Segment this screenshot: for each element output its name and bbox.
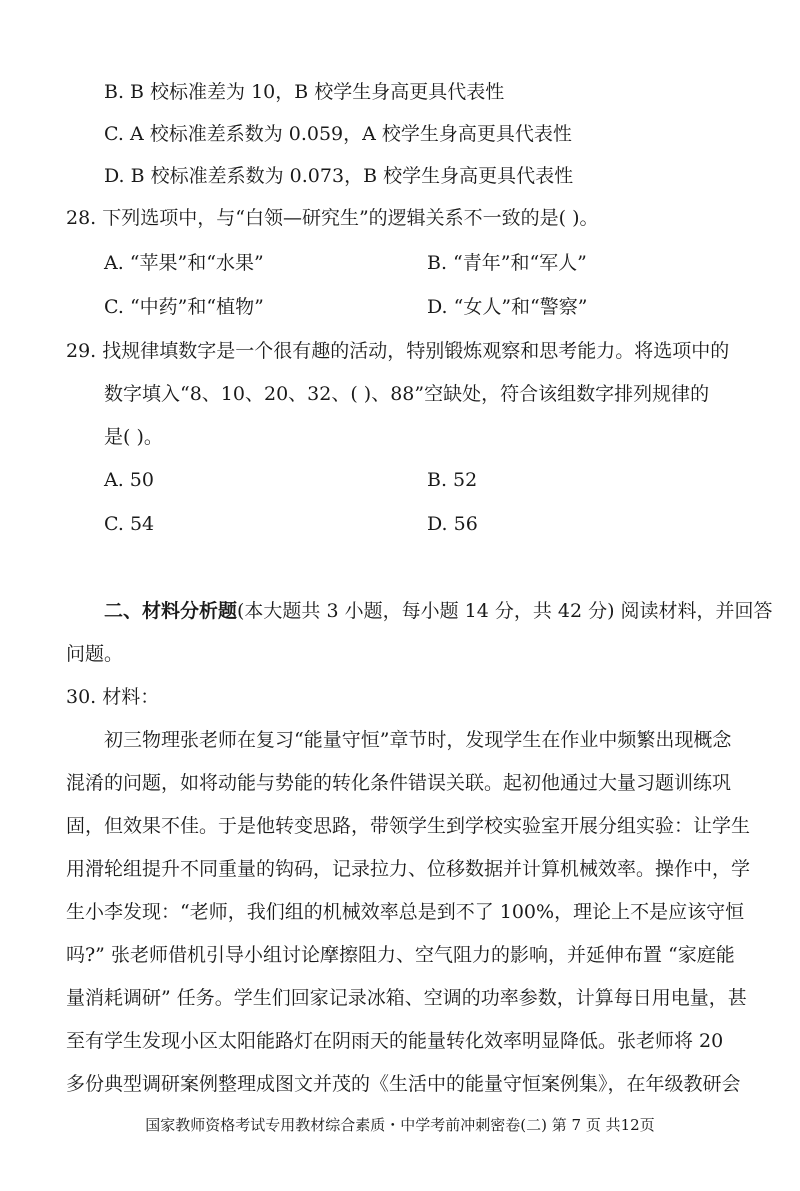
q30-material-line: 固，但效果不佳。于是他转变思路，带领学生到学校实验室开展分组实验：让学生 xyxy=(66,815,751,837)
q29-option-d: D. 56 xyxy=(427,513,478,535)
q27-option-d: D. B 校标准差系数为 0.073，B 校学生身高更具代表性 xyxy=(104,165,574,187)
q28-option-c: C. “中药”和“植物” xyxy=(104,296,264,318)
q30-material-line: 至有学生发现小区太阳能路灯在阴雨天的能量转化效率明显降低。张老师将 20 xyxy=(66,1030,724,1052)
q29-stem-line1: 29. 找规律填数字是一个很有趣的活动，特别锻炼观察和思考能力。将选项中的 xyxy=(66,340,730,362)
q29-option-a: A. 50 xyxy=(104,469,154,491)
q30-material-line: 初三物理张老师在复习“能量守恒”章节时，发现学生在作业中频繁出现概念 xyxy=(104,729,732,751)
q28-option-a: A. “苹果”和“水果” xyxy=(104,252,264,274)
q30-material-line: 多份典型调研案例整理成图文并茂的《生活中的能量守恒案例集》，在年级教研会 xyxy=(66,1073,741,1095)
q27-option-b: B. B 校标准差为 10，B 校学生身高更具代表性 xyxy=(104,81,505,103)
section-heading xyxy=(104,598,773,624)
page-footer: 国家教师资格考试专用教材综合素质・中学考前冲刺密卷(二) 第 7 页 共12页 xyxy=(145,1116,655,1134)
q28-stem: 28. 下列选项中，与“白领—研究生”的逻辑关系不一致的是( )。 xyxy=(66,207,599,229)
q29-stem-line3: 是( )。 xyxy=(104,426,163,448)
q28-option-b: B. “青年”和“军人” xyxy=(427,252,587,274)
q30-material-line: 量消耗调研” 任务。学生们回家记录冰箱、空调的功率参数，计算每日用电量，甚 xyxy=(66,987,747,1009)
q28-option-d: D. “女人”和“警察” xyxy=(427,296,588,318)
q29-option-b: B. 52 xyxy=(427,469,478,491)
q27-option-c: C. A 校标准差系数为 0.059，A 校学生身高更具代表性 xyxy=(104,123,572,145)
section-title: 二、材料分析题 xyxy=(104,600,238,622)
q29-option-c: C. 54 xyxy=(104,513,155,535)
q30-label: 30. 材料： xyxy=(66,686,160,708)
q30-material-line: 吗?” 张老师借机引导小组讨论摩擦阻力、空气阻力的影响，并延伸布置 “家庭能 xyxy=(66,944,735,966)
section-description-continued: 问题。 xyxy=(66,643,124,665)
q30-material-line: 混淆的问题，如将动能与势能的转化条件错误关联。起初他通过大量习题训练巩 xyxy=(66,772,732,794)
section-description: (本大题共 3 小题，每小题 14 分，共 42 分) 阅读材料，并回答 xyxy=(237,600,773,622)
q30-material-line: 用滑轮组提升不同重量的钩码，记录拉力、位移数据并计算机械效率。操作中，学 xyxy=(66,858,751,880)
q29-stem-line2: 数字填入“8、10、20、32、( )、88”空缺处，符合该组数字排列规律的 xyxy=(104,383,710,405)
q30-material-line: 生小李发现：“老师，我们组的机械效率总是到不了 100%，理论上不是应该守恒 xyxy=(66,901,745,923)
